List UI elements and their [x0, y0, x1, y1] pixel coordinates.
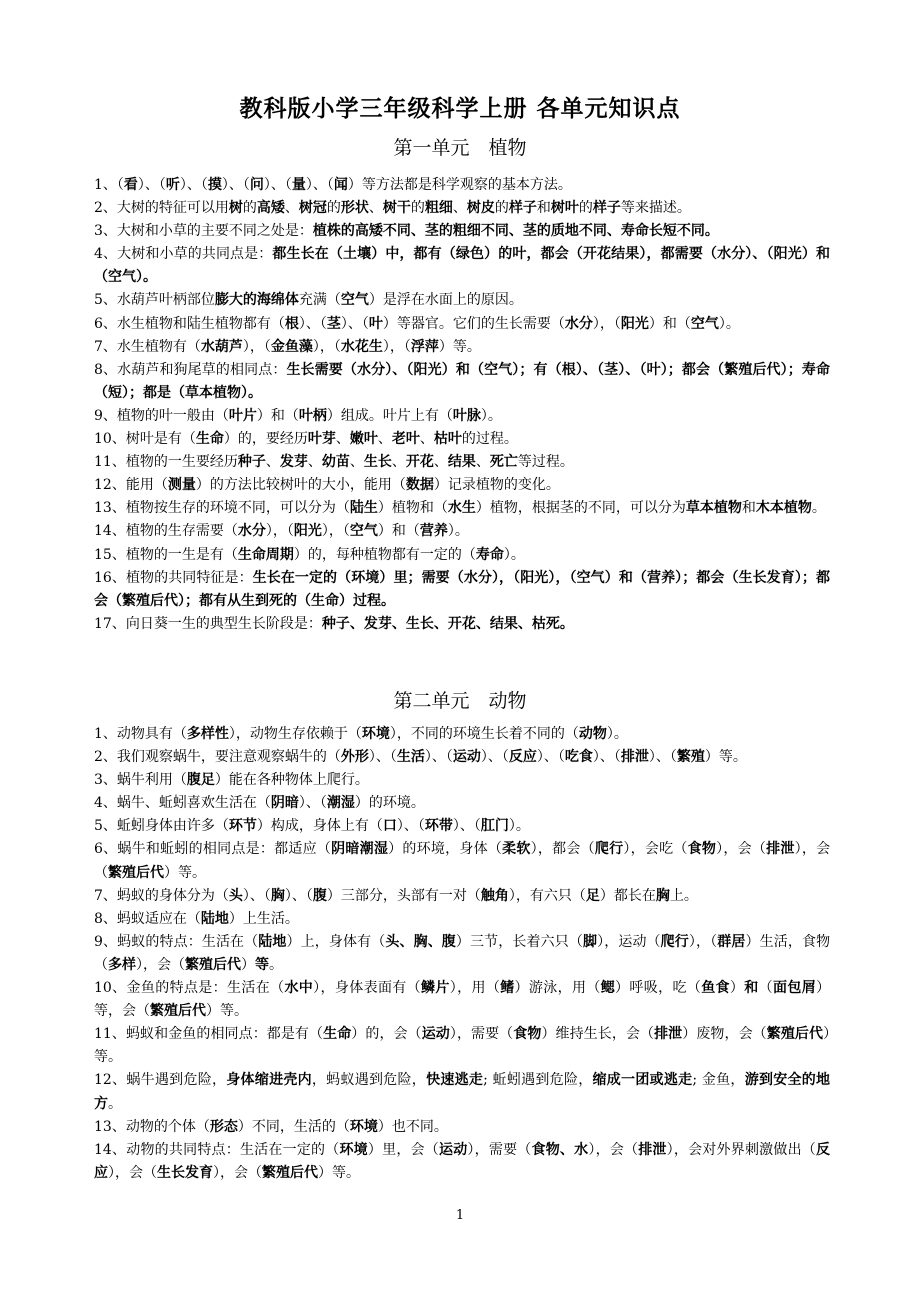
knowledge-item: 2、我们观察蜗牛，要注意观察蜗牛的（外形）、（生活）、（运动）、（反应）、（吃食）、（排泄）、（繁殖）等。 [94, 749, 747, 766]
knowledge-item: 7、水生植物有（水葫芦），（金鱼藻），（水花生），（浮萍）等。 [94, 338, 481, 355]
knowledge-item: 5、蚯蚓身体由许多（环节）构成，身体上有（口）、（环带）、（肛门）。 [94, 818, 530, 835]
knowledge-item: 5、水葫芦叶柄部位膨大的海绵体充满（空气）是浮在水面上的原因。 [94, 292, 523, 309]
knowledge-item: 8、蚂蚁适应在（陆地）上生活。 [94, 910, 299, 927]
knowledge-item: 16、植物的共同特征是：生长在一定的（环境）里；需要（水分），（阳光），（空气）和（营养）；都会（生长发育）；都会（繁殖后代）；都有从生到死的（生命）过程。 [94, 569, 830, 609]
knowledge-item: 17、向日葵一生的典型生长阶段是：种子、发芽、生长、开花、结果、枯死。 [94, 615, 574, 632]
unit-heading-2: 第二单元 动物 [393, 690, 527, 712]
knowledge-item: 11、蚂蚁和金鱼的相同点：都是有（生命）的，会（运动），需要（食物）维持生长，会（排泄）废物，会（繁殖后代）等。 [94, 1026, 831, 1066]
unit-2-list [94, 723, 830, 1185]
knowledge-item: 8、水葫芦和狗尾草的相同点：生长需要（水分）、（阳光）和（空气）；有（根）、（茎）、（叶）；都会（繁殖后代）；寿命（短）；都是（草本植物）。 [94, 361, 830, 401]
knowledge-item: 13、动物的个体（形态）不同，生活的（环境）也不同。 [94, 1118, 448, 1135]
knowledge-item: 1、动物具有（多样性），动物生存依赖于（环境），不同的环境生长着不同的（动物）。 [94, 726, 628, 742]
knowledge-item: 7、蚂蚁的身体分为（头）、（胸）、（腹）三部分，头部有一对（触角），有六只（足）都长在胸上。 [94, 887, 698, 904]
knowledge-item: 10、金鱼的特点是：生活在（水中），身体表面有（鳞片），用（鳍）游泳，用（鳃）呼吸，吃（鱼食）和（面包屑）等，会（繁殖后代）等。 [94, 980, 831, 1020]
knowledge-item: 9、蚂蚁的特点：生活在（陆地）上，身体有（头、胸、腹）三节，长着六只（脚），运动（爬行），（群居）生活，食物（多样），会（繁殖后代）等。 [94, 933, 831, 973]
knowledge-item: 9、植物的叶一般由（叶片）和（叶柄）组成。叶片上有（叶脉）。 [94, 407, 502, 424]
knowledge-item: 4、蜗牛、蚯蚓喜欢生活在（阴暗）、（潮湿）的环境。 [94, 795, 425, 812]
unit-1-list [94, 174, 830, 636]
knowledge-item: 10、树叶是有（生命）的，要经历叶芽、嫩叶、老叶、枯叶的过程。 [94, 431, 518, 448]
knowledge-item: 14、植物的生存需要（水分），（阳光），（空气）和（营养）。 [94, 523, 469, 540]
knowledge-item: 6、蜗牛和蚯蚓的相同点是：都适应（阴暗潮湿）的环境，身体（柔软），都会（爬行），会吃（食物），会（排泄），会（繁殖后代）等。 [94, 841, 831, 881]
knowledge-item: 12、能用（测量）的方法比较树叶的大小，能用（数据）记录植物的变化。 [94, 477, 560, 494]
knowledge-item: 12、蜗牛遇到危险，身体缩进壳内，蚂蚁遇到危险，快速逃走; 蚯蚓遇到危险，缩成一团或逃走; 金鱼，游到安全的地方。 [94, 1072, 831, 1112]
knowledge-item: 13、植物按生存的环境不同，可以分为（陆生）植物和（水生）植物，根据茎的不同，可以分为草本植物和木本植物。 [94, 500, 826, 517]
knowledge-item: 3、蜗牛利用（腹足）能在各种物体上爬行。 [94, 772, 369, 789]
knowledge-item: 2、大树的特征可以用树的高矮、树冠的形状、树干的粗细、树皮的样子和树叶的样子等来描述。 [94, 200, 691, 217]
knowledge-item: 1、（看）、（听）、（摸）、（问）、（量）、（闻）等方法都是科学观察的基本方法。 [94, 177, 572, 193]
knowledge-item: 15、植物的一生是有（生命周期）的，每种植物都有一定的（寿命）。 [94, 546, 525, 563]
page-number: 1 [455, 1208, 465, 1223]
knowledge-item: 14、动物的共同特点：生活在一定的（环境）里，会（运动），需要（食物、水），会（排泄），会对外界刺激做出（反应），会（生长发育），会（繁殖后代）等。 [94, 1141, 831, 1181]
knowledge-item: 4、大树和小草的共同点是：都生长在（土壤）中，都有（绿色）的叶，都会（开花结果），都需要（水分）、（阳光）和（空气）。 [94, 246, 830, 286]
knowledge-item: 11、植物的一生要经历种子、发芽、幼苗、生长、开花、结果、死亡等过程。 [94, 454, 574, 471]
knowledge-item: 3、大树和小草的主要不同之处是：植株的高矮不同、茎的粗细不同、茎的质地不同、寿命长短不同。 [94, 223, 719, 240]
knowledge-item: 6、水生植物和陆生植物都有（根）、（茎）、（叶）等器官。它们的生长需要（水分），（阳光）和（空气）。 [94, 315, 740, 332]
unit-heading-1: 第一单元 植物 [393, 137, 527, 159]
document-title: 教科版小学三年级科学上册 各单元知识点 [239, 96, 681, 122]
